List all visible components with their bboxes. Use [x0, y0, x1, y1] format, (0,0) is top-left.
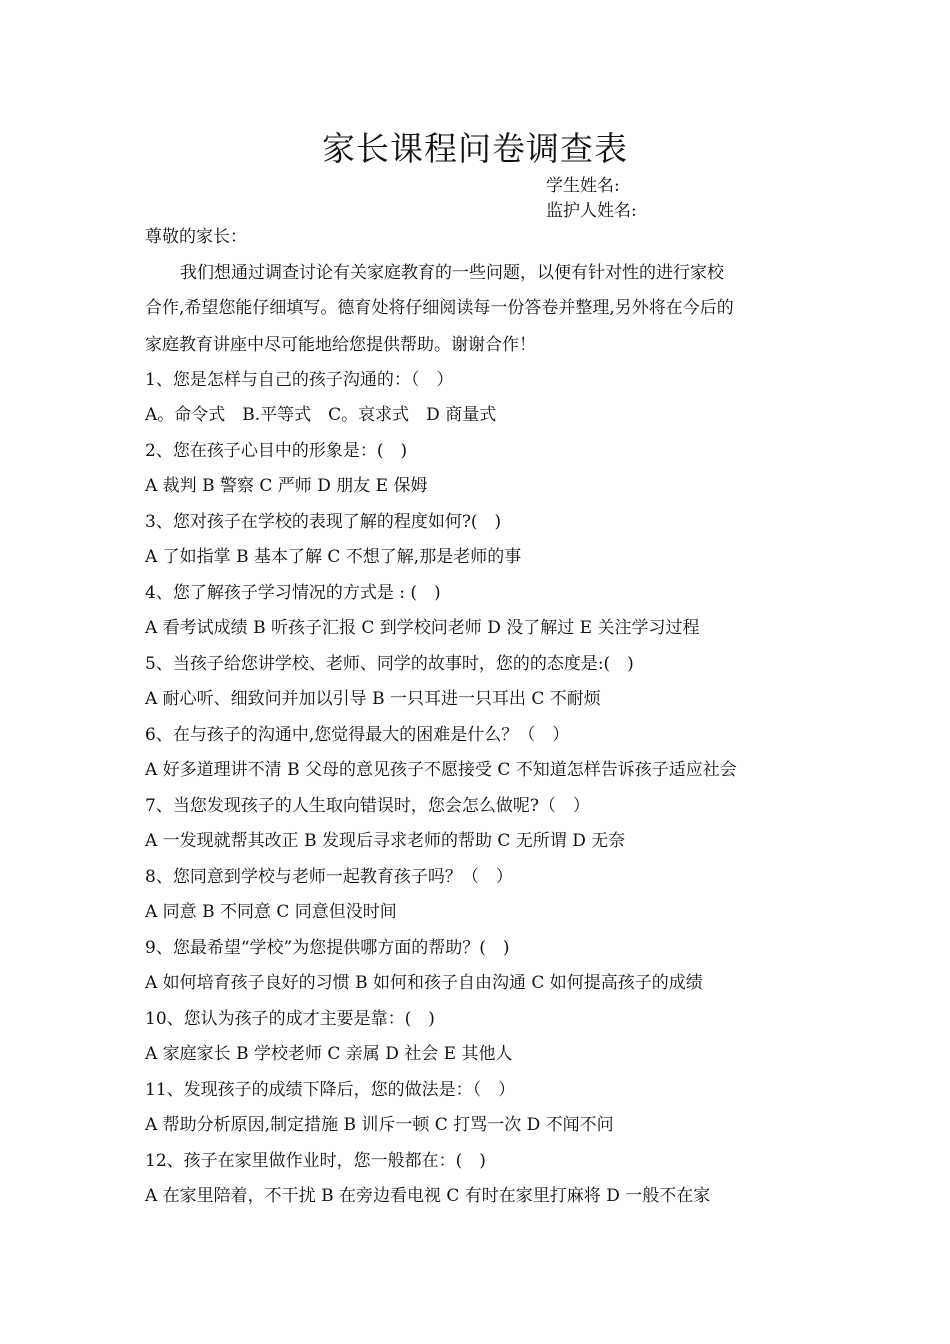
question-text: 2、您在孩子心目中的形象是：( ) — [145, 441, 408, 461]
question-options: A 在家里陪着，不干扰 B 在旁边看电视 C 有时在家里打麻将 D 一般不在家 — [145, 1186, 711, 1206]
intro-line: 合作,希望您能仔细填写。德育处将仔细阅读每一份答卷并整理,另外将在今后的 — [145, 298, 734, 318]
question-text: 4、您了解孩子学习情况的方式是 : ( ) — [145, 583, 441, 603]
question-text: 12、孩子在家里做作业时，您一般都在：( ) — [145, 1151, 486, 1171]
question-text: 8、您同意到学校与老师一起教育孩子吗？（ ） — [145, 867, 513, 887]
question-options: A 家庭家长 B 学校老师 C 亲属 D 社会 E 其他人 — [145, 1044, 513, 1064]
question-text: 6、在与孩子的沟通中,您觉得最大的困难是什么？（ ） — [145, 725, 570, 745]
question-options: A 一发现就帮其改正 B 发现后寻求老师的帮助 C 无所谓 D 无奈 — [145, 831, 626, 851]
question-options: A 同意 B 不同意 C 同意但没时间 — [145, 902, 397, 922]
question-options: A 好多道理讲不清 B 父母的意见孩子不愿接受 C 不知道怎样告诉孩子适应社会 — [145, 760, 737, 780]
question-text: 7、当您发现孩子的人生取向错误时，您会怎么做呢?（ ） — [145, 796, 590, 816]
student-name-label: 学生姓名: — [546, 176, 620, 196]
intro-line: 我们想通过调查讨论有关家庭教育的一些问题，以便有针对性的进行家校 — [180, 263, 724, 283]
question-options: A 如何培育孩子良好的习惯 B 如何和孩子自由沟通 C 如何提高孩子的成绩 — [145, 973, 703, 993]
question-options: A 看考试成绩 B 听孩子汇报 C 到学校问老师 D 没了解过 E 关注学习过程 — [145, 618, 700, 638]
question-text: 11、发现孩子的成绩下降后，您的做法是：（ ） — [145, 1080, 516, 1100]
intro-line: 家庭教育讲座中尽可能地给您提供帮助。谢谢合作！ — [145, 335, 536, 355]
question-text: 9、您最希望“学校”为您提供哪方面的帮助？( ) — [145, 938, 510, 958]
question-text: 10、您认为孩子的成才主要是靠：( ) — [145, 1009, 435, 1029]
guardian-name-label: 监护人姓名: — [546, 201, 637, 221]
question-options: A 耐心听、细致问并加以引导 B 一只耳进一只耳出 C 不耐烦 — [145, 689, 601, 709]
question-text: 3、您对孩子在学校的表现了解的程度如何?( ) — [145, 512, 502, 532]
question-options: A。命令式 B.平等式 C。哀求式 D 商量式 — [145, 405, 497, 425]
question-text: 5、当孩子给您讲学校、老师、同学的故事时，您的的态度是:( ) — [145, 654, 634, 674]
question-options: A 帮助分析原因,制定措施 B 训斥一顿 C 打骂一次 D 不闻不问 — [145, 1115, 614, 1135]
salutation: 尊敬的家长： — [145, 227, 247, 247]
page-title: 家长课程问卷调查表 — [322, 129, 628, 168]
question-text: 1、您是怎样与自己的孩子沟通的：（ ） — [145, 370, 454, 390]
question-options: A 了如指掌 B 基本了解 C 不想了解,那是老师的事 — [145, 547, 522, 567]
question-options: A 裁判 B 警察 C 严师 D 朋友 E 保姆 — [145, 476, 428, 496]
